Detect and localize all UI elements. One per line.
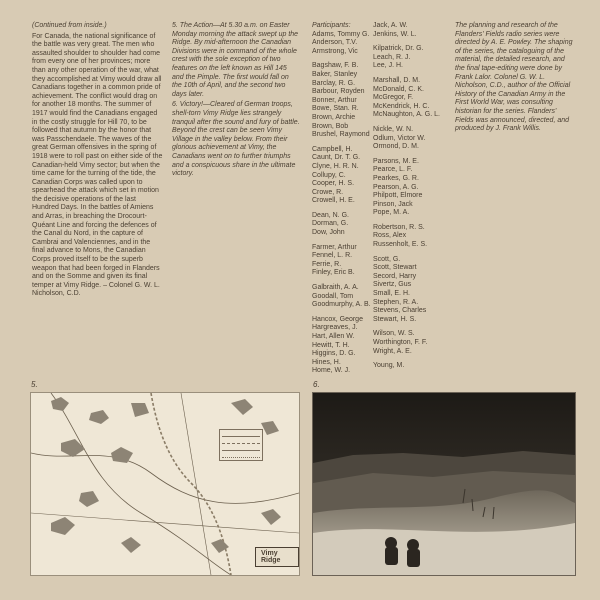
- participant-name: Farmer, Arthur: [312, 243, 357, 251]
- participant-name: Hart, Allen W.: [312, 333, 355, 340]
- participant-name: Bonner, Arthur: [312, 96, 357, 104]
- participant-name: Ross, Alex: [373, 232, 407, 240]
- participant-name: Ferrie, R.: [312, 260, 342, 268]
- participant-name: Lee, J. H.: [373, 62, 403, 70]
- participant-name: Higgins, D. G.: [312, 350, 356, 358]
- participant-name: Campbell, H.: [312, 145, 353, 153]
- participant-name: McNaughton, A. G. L.: [373, 111, 440, 119]
- participant-name: Ormond, D. M.: [373, 143, 419, 151]
- vimy-photo: [312, 392, 576, 576]
- participant-name: Leach, R. J.: [373, 53, 411, 61]
- participant-name: Clyne, H. R. N.: [312, 162, 359, 170]
- participant-name: Stevens, Charles: [373, 307, 427, 315]
- participants-list-b: [373, 22, 445, 371]
- participant-name: Dean, N. G.: [312, 211, 349, 219]
- participant-name: Barbour, Royden: [312, 88, 365, 96]
- participant-name: Pearson, A. G.: [373, 183, 419, 191]
- participant-name: Armstrong, Vic: [312, 47, 358, 55]
- participant-name: Russenholt, E. S.: [373, 241, 428, 249]
- participant-name: McGregor, F.: [373, 94, 414, 102]
- continued-note: (Continued from inside.): [32, 22, 107, 29]
- map-title: Vimy Ridge: [255, 547, 299, 567]
- participants-col-b: [373, 22, 445, 371]
- participants-col-a: [312, 22, 378, 376]
- participants-heading: Participants:: [312, 22, 351, 29]
- participant-name: Stewart, H. S.: [373, 315, 417, 323]
- participant-name: Stephen, R. A.: [373, 298, 419, 306]
- participant-name: Fennel, L. R.: [312, 252, 353, 260]
- participant-name: Nickle, W. N.: [373, 125, 414, 133]
- participant-name: Robertson, R. S.: [373, 223, 425, 231]
- participant-name: Pinson, Jack: [373, 200, 413, 208]
- participant-name: Jack, A. W.: [373, 22, 408, 29]
- participant-name: Dorman, G.: [312, 220, 349, 228]
- participant-name: Pearce, L. F.: [373, 166, 413, 174]
- participant-name: Philpott, Elmore: [373, 192, 423, 200]
- participant-name: Hines, H.: [312, 358, 341, 366]
- participant-name: Anderson, T.V.: [312, 39, 358, 47]
- participant-name: Wright, A. E.: [373, 347, 412, 355]
- column-5: [455, 22, 575, 136]
- participant-name: Wilson, W. S.: [373, 330, 415, 338]
- participant-name: Baker, Stanley: [312, 70, 358, 78]
- photo-drawing: [313, 393, 575, 575]
- participant-name: Caunt, Dr. T. G.: [312, 154, 361, 162]
- participant-name: Sivertz, Gus: [373, 281, 412, 289]
- participant-name: Adams, Tommy G.: [312, 30, 370, 38]
- participant-name: Finley, Eric B.: [312, 269, 355, 277]
- participant-name: Marshall, D. M.: [373, 76, 421, 84]
- participant-name: Collupy, C.: [312, 171, 346, 179]
- participant-name: Barclay, R. G.: [312, 79, 356, 87]
- participant-name: Crowell, H. E.: [312, 197, 355, 205]
- participant-name: Worthington, F. F.: [373, 339, 428, 346]
- participant-name: Kilpatrick, Dr. G.: [373, 45, 424, 53]
- column-2: [172, 22, 300, 181]
- participant-name: Pearkes, G. R.: [373, 174, 419, 182]
- participant-name: Brushel, Raymond: [312, 131, 370, 139]
- figure-6-label: 6.: [313, 380, 320, 389]
- participant-name: Hewitt, T. H.: [312, 341, 350, 349]
- figure-5-label: 5.: [31, 380, 38, 389]
- participant-name: Jenkins, W. L.: [373, 30, 417, 38]
- participant-name: Crowe, R.: [312, 188, 344, 196]
- participant-name: Odlum, Victor W.: [373, 134, 426, 142]
- participants-list-a: [312, 31, 378, 376]
- participant-name: Small, E. H.: [373, 290, 410, 298]
- participant-name: Brown, Bob: [312, 122, 349, 130]
- participant-name: McDonald, C. K.: [373, 85, 424, 93]
- participant-name: Scott, G.: [373, 255, 401, 263]
- participant-name: Secord, Harry: [373, 272, 417, 280]
- map-legend: [219, 429, 263, 461]
- participant-name: Cooper, H. S.: [312, 180, 355, 188]
- credits-text: The planning and research of the Flanders' Fields radio series were directed by A. E. Powley. The shaping of the series, the cataloguing of the material, the detailed research, and the final tape-editing were done by Frank Lalor. Colonel G. W. L. Nicholson, C.D., author of the Official History of the Canadian Army in the First World War, was consulting historian for the series. Flanders' Fields was announced, directed, and produced by J. Frank Willis.: [455, 22, 573, 133]
- participant-name: Goodall, Tom: [312, 292, 354, 300]
- participant-name: Parsons, M. E.: [373, 157, 419, 165]
- participant-name: Brown, Archie: [312, 113, 356, 121]
- participant-name: Goodmurphy, A. B.: [312, 301, 371, 309]
- vimy-map: [30, 392, 300, 576]
- participant-name: Young, M.: [373, 362, 405, 370]
- caption-5: 5. The Action—At 5.30 a.m. on Easter Monday morning the attack swept up the Ridge. By mid-afternoon the Canadian Divisions were in command of the whole crest with the sole exception of two features on the left known as Hill 145 and the Pimple. The first would fall on the 10th of April, and the second two days later.: [172, 22, 299, 98]
- participant-name: Bowe, Stan. R.: [312, 105, 359, 113]
- participant-name: Dow, John: [312, 229, 345, 237]
- participant-name: Galbraith, A. A.: [312, 284, 359, 292]
- participant-name: Hancox, George: [312, 315, 363, 323]
- participant-name: Bagshaw, F. B.: [312, 62, 359, 70]
- participant-name: Pope, M. A.: [373, 209, 410, 217]
- column-1-text: For Canada, the national significance of the battle was very great. The men who assaulted shoulder to shoulder had come from every one of her provinces; more than any other operation of the war, what they accomplished at Vimy would draw all Canadians together in a common pride of achievement. The conflict would drag on for another 18 months. The summer of 1917 would find the Canadians engaged in the costly struggle for Hill 70, to be followed that autumn by the honor that was Passchendaele. The waves of the great German offensives in the spring of 1918 were to roll past on either side of the Canadian-held Vimy sector; but when the time came for the turning of the tide, the Canadian Corps was called upon to spearhead the attack which set in motion the decisive operations of the last Hundred Days. In the battles of Amiens and Arras, in breaching the Drocourt-Quéant Line and forcing the defences of the Canal du Nord, in the capture of Cambrai and Valenciennes, and in the final advance to Mons, the Canadian Corps proved itself to be the superb weapon that had been forged in Flanders and on the Somme and given its final temper at Vimy Ridge. – Colonel G. W. L. Nicholson, C.D.: [32, 32, 163, 298]
- participant-name: Home, W. J.: [312, 367, 351, 375]
- participant-name: McKendrick, H. C.: [373, 102, 430, 110]
- participant-name: Scott, Stewart: [373, 264, 417, 272]
- participant-name: Hargreaves, J.: [312, 324, 358, 332]
- column-1: [32, 22, 164, 301]
- caption-6: 6. Victory!—Cleared of German troops, shell-torn Vimy Ridge lies strangely tranquil after the sound and fury of battle. Beyond the crest can be seen Vimy Village in the valley below. From their glorious achievement at Vimy, the Canadians went on to further triumphs and a conspicuous share in the ultimate victory.: [172, 101, 300, 178]
